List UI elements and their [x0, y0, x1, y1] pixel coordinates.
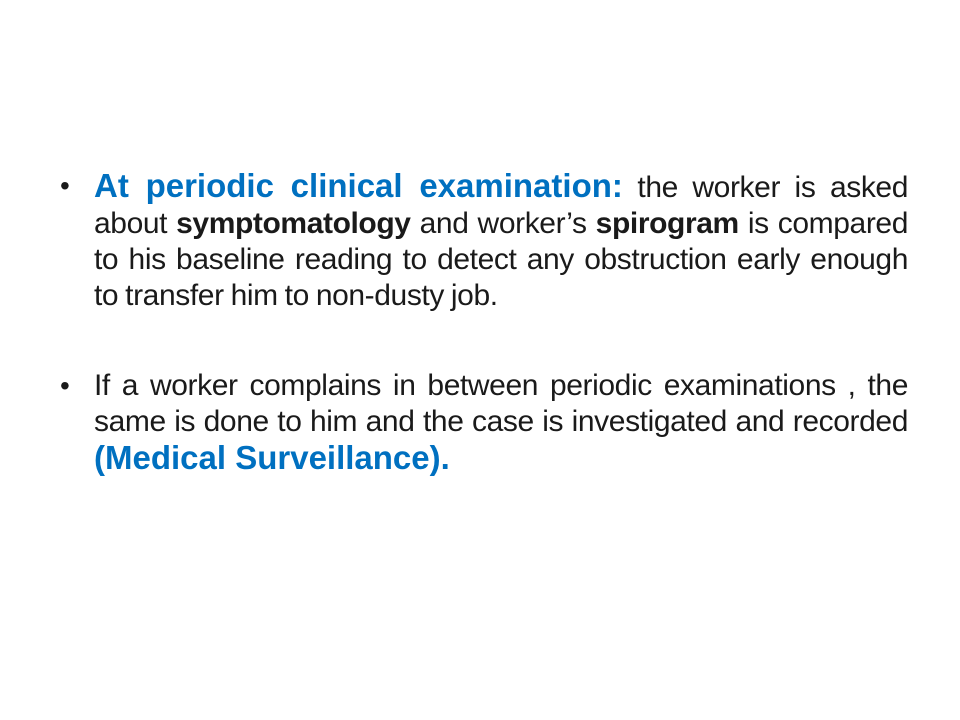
spirogram-term: spirogram: [595, 207, 739, 240]
bullet-list: [58, 168, 908, 478]
bullet-text: is compared to his baseline reading to detect any obstruction early enough to transfer him to non-dusty job.: [94, 207, 908, 312]
bullet-text: the worker is asked about: [94, 171, 908, 240]
bullet-worker-complaint: [58, 368, 908, 478]
bullet-text: If a worker complains in between periodic examinations , the same is done to him and the case is investigated and recorded: [94, 369, 908, 438]
symptomatology-term: symptomatology: [176, 207, 411, 240]
bullet-text: and worker’s: [410, 207, 596, 240]
bullet-marker: •: [60, 170, 70, 201]
bullet-marker: •: [60, 370, 70, 401]
medical-surveillance-label: (Medical Surveillance).: [94, 439, 450, 476]
periodic-examination-heading: At periodic clinical examination:: [94, 167, 623, 204]
bullet-periodic-examination: [58, 168, 908, 314]
